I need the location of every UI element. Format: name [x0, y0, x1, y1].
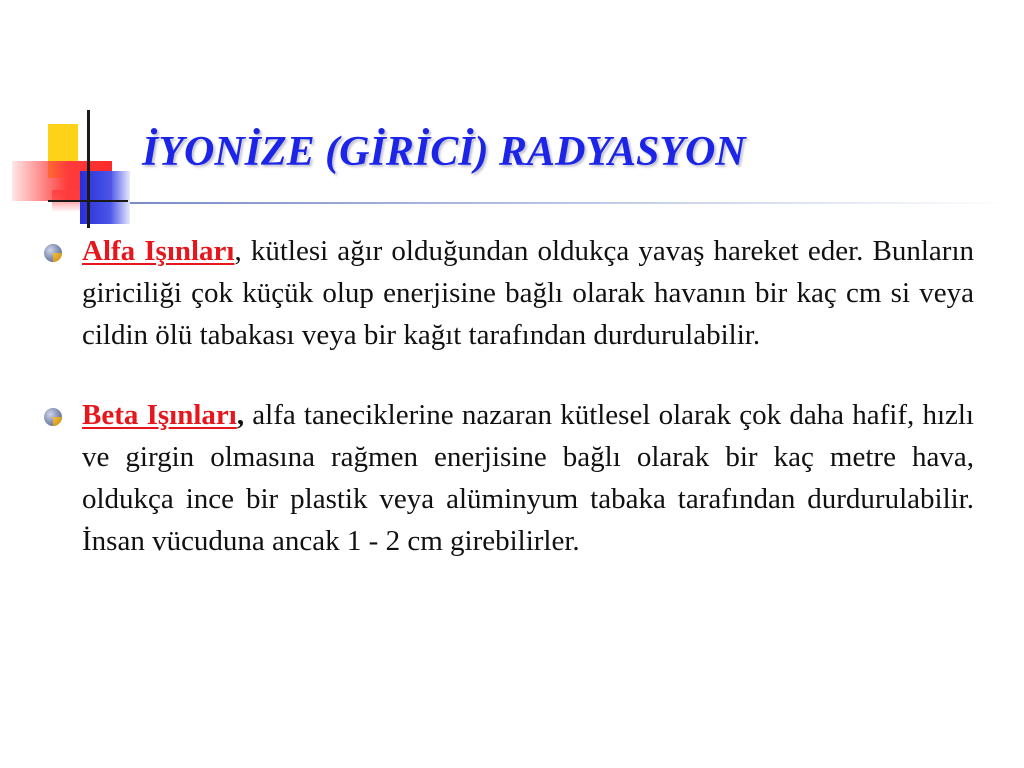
sphere-bullet-icon: [44, 408, 62, 426]
beta-separator: ,: [236, 399, 245, 431]
beta-paragraph: [82, 394, 974, 562]
sphere-bullet-icon: [44, 244, 62, 262]
list-item-alfa: [44, 230, 974, 356]
beta-text: alfa taneciklerine nazaran kütlesel olarak çok daha hafif, hızlı ve girgin olmasına rağmen enerjisine bağlı olarak bir kaç metre hava, oldukça ince bir plastik veya alüminyum tabaka tarafından durdurulabilir. İnsan vücuduna ancak 1 - 2 cm girebilirler.: [82, 399, 974, 557]
slide-content: [44, 230, 974, 600]
alfa-separator: ,: [234, 235, 242, 267]
alfa-term: Alfa Işınları: [82, 235, 235, 267]
alfa-paragraph: [82, 230, 974, 356]
decor-vertical-line: [87, 110, 90, 228]
alfa-text: kütlesi ağır olduğundan oldukça yavaş hareket eder. Bunların giriciliği çok küçük olup enerjisine bağlı olarak havanın bir kaç cm si veya cildin ölü tabakası veya bir kağıt tarafından durdurulabilir.: [82, 235, 974, 351]
decor-horizontal-line: [48, 200, 128, 202]
slide-title: İYONİZE (GİRİCİ) RADYASYON: [142, 129, 746, 175]
title-underline-rule: [130, 202, 1010, 204]
beta-term: Beta Işınları: [82, 399, 237, 431]
list-item-beta: [44, 394, 974, 562]
